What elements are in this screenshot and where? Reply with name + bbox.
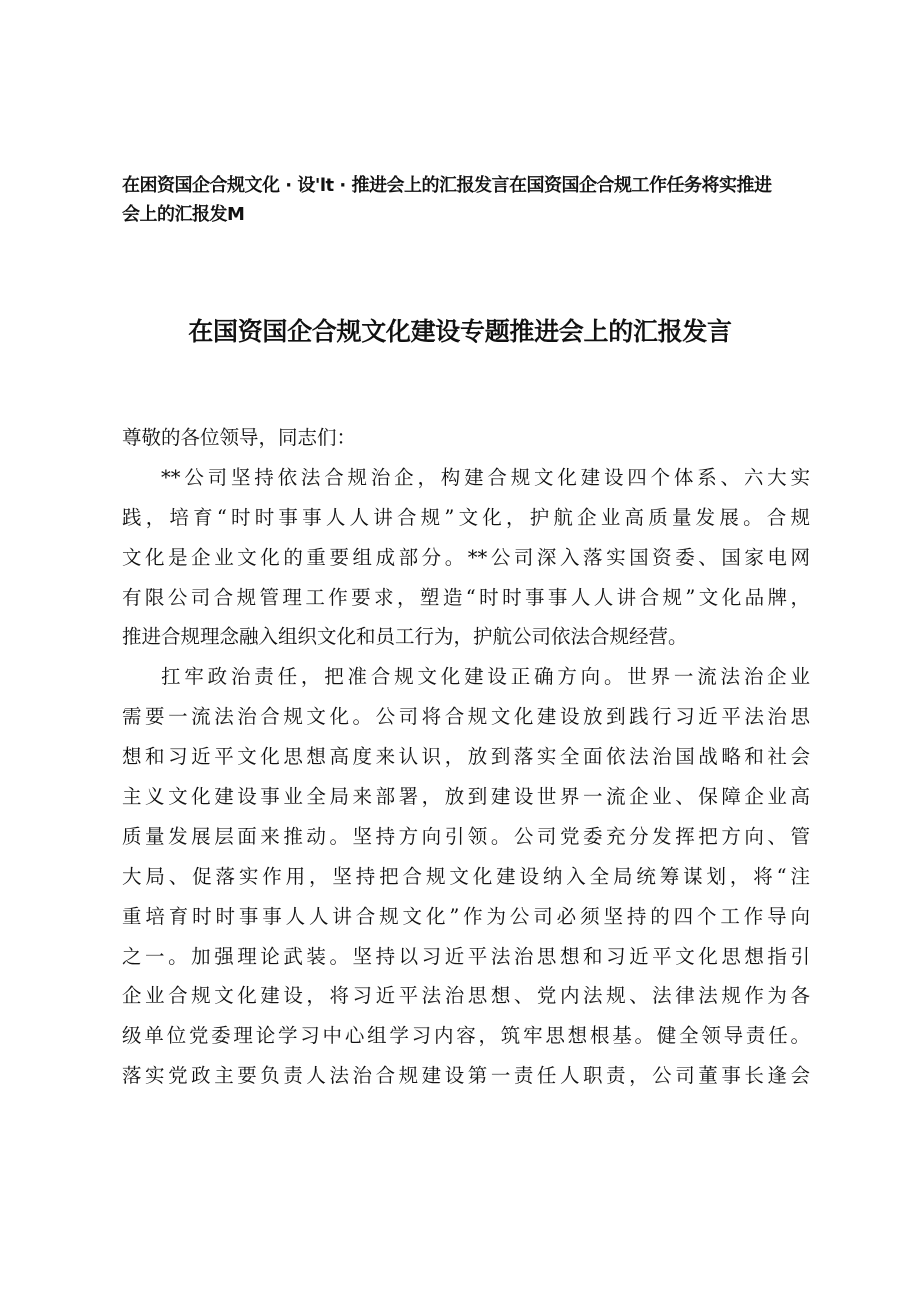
greeting: 尊敬的各位领导，同志们： xyxy=(122,426,357,449)
paragraph-2-line: 重培育时时事事人人讲合规文化”作为公司必须坚持的四个工作导向 xyxy=(122,904,810,928)
header-line-2: 会上的汇报发M xyxy=(122,204,245,225)
document-body xyxy=(122,418,810,1096)
paragraph-1-line: 文化是企业文化的重要组成部分。**公司深入落实国资委、国家电网 xyxy=(122,545,810,569)
paragraph-1-line: 推进合规理念融入组织文化和员工行为，护航公司依法合规经营。 xyxy=(122,625,688,649)
paragraph-2-line: 企业合规文化建设，将习近平法治思想、党内法规、法律法规作为各 xyxy=(122,984,810,1008)
paragraph-2-line: 大局、促落实作用，坚持把合规文化建设纳入全局统筹谋划，将“注 xyxy=(122,864,810,888)
paragraph-2-line: 主义文化建设事业全局来部署，放到建设世界一流企业、保障企业高 xyxy=(122,785,810,809)
header-line-1: 在困资国企合规文化 · 设'lt · 推进会上的汇报发言在国资国企合规工作任务将实推进 xyxy=(122,175,772,196)
document-title: 在国资国企合规文化建设专题推进会上的汇报发言 xyxy=(188,317,732,346)
paragraph-1-line: **公司坚持依法合规治企，构建合规文化建设四个体系、六大实 xyxy=(161,465,810,489)
paragraph-1-line: 有限公司合规管理工作要求，塑造“时时事事人人讲合规”文化品牌， xyxy=(122,585,810,609)
paragraph-2-line: 落实党政主要负责人法治合规建设第一责任人职责，公司董事长逢会 xyxy=(122,1064,810,1088)
paragraph-2-line: 想和习近平文化思想高度来认识，放到落实全面依法治国战略和社会 xyxy=(122,745,810,769)
paragraph-2-line: 级单位党委理论学习中心组学习内容，筑牢思想根基。健全领导责任。 xyxy=(122,1024,810,1048)
paragraph-2-line: 质量发展层面来推动。坚持方向引领。公司党委充分发挥把方向、管 xyxy=(122,824,810,848)
paragraph-2-line: 扛牢政治责任，把准合规文化建设正确方向。世界一流法治企业 xyxy=(161,665,810,689)
paragraph-2-line: 之一。加强理论武装。坚持以习近平法治思想和习近平文化思想指引 xyxy=(122,944,810,968)
paragraph-1-line: 践，培育“时时事事人人讲合规”文化，护航企业高质量发展。合规 xyxy=(122,505,810,529)
paragraph-2-line: 需要一流法治合规文化。公司将合规文化建设放到践行习近平法治思 xyxy=(122,705,810,729)
